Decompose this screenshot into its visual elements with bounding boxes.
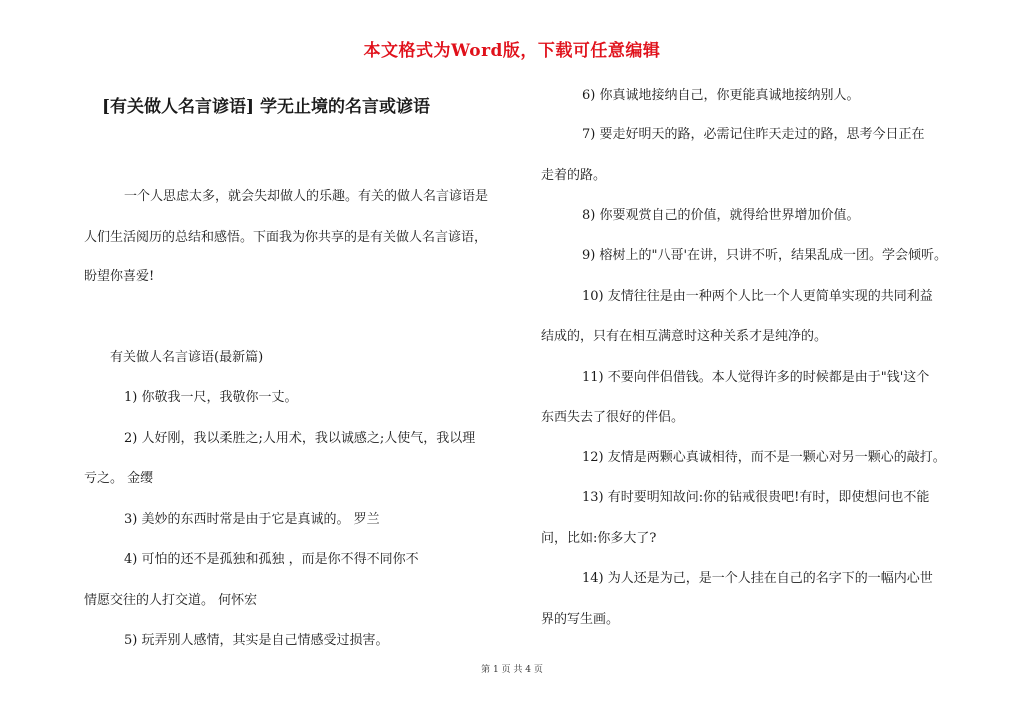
list-item: 10) 友情往往是由一种两个人比一个人更简单实现的共同利益 — [582, 289, 933, 304]
document-title: [有关做人名言谚语] 学无止境的名言或谚语 — [102, 97, 431, 117]
section-heading: 有关做人名言谚语(最新篇) — [110, 350, 264, 365]
paragraph-line: 一个人思虑太多，就会失却做人的乐趣。有关的做人名言谚语是 — [124, 189, 489, 204]
list-item: 11) 不要向伴侣借钱。本人觉得许多的时候都是由于"钱'这个 — [582, 370, 930, 385]
list-item: 1) 你敬我一尺，我敬你一丈。 — [124, 390, 298, 405]
list-item: 4) 可怕的还不是孤独和孤独 ，而是你不得不同你不 — [124, 552, 419, 567]
list-item-continuation: 问，比如:你多大了? — [541, 531, 657, 546]
list-item-continuation: 界的写生画。 — [541, 612, 620, 627]
list-item: 13) 有时要明知故问:你的钻戒很贵吧!有时，即使想问也不能 — [582, 490, 930, 505]
list-item: 5) 玩弄别人感情，其实是自己情感受过损害。 — [124, 633, 389, 648]
paragraph-line: 盼望你喜爱! — [84, 269, 155, 284]
list-item: 12) 友情是两颗心真诚相待，而不是一颗心对另一颗心的敲打。 — [582, 450, 946, 465]
list-item-continuation: 东西失去了很好的伴侣。 — [541, 410, 685, 425]
paragraph-line: 人们生活阅历的总结和感悟。下面我为你共享的是有关做人名言谚语， — [84, 230, 488, 245]
list-item: 14) 为人还是为己，是一个人挂在自己的名字下的一幅内心世 — [582, 571, 933, 586]
list-item: 7) 要走好明天的路，必需记住昨天走过的路，思考今日正在 — [582, 127, 925, 142]
list-item: 3) 美妙的东西时常是由于它是真诚的。 罗兰 — [124, 512, 380, 527]
list-item: 8) 你要观赏自己的价值，就得给世界增加价值。 — [582, 208, 860, 223]
list-item: 6) 你真诚地接纳自己，你更能真诚地接纳别人。 — [582, 88, 860, 103]
list-item-continuation: 亏之。 金缨 — [84, 471, 154, 486]
list-item: 2) 人好刚，我以柔胜之;人用术，我以诚感之;人使气，我以理 — [124, 431, 476, 446]
list-item-continuation: 情愿交往的人打交道。 何怀宏 — [84, 593, 258, 608]
list-item: 9) 榕树上的"八哥'在讲，只讲不听，结果乱成一团。学会倾听。 — [582, 248, 948, 263]
page-number: 第 1 页 共 4 页 — [481, 665, 543, 675]
document-banner: 本文格式为Word版，下载可任意编辑 — [363, 41, 661, 61]
list-item-continuation: 结成的，只有在相互满意时这种关系才是纯净的。 — [541, 329, 828, 344]
list-item-continuation: 走着的路。 — [541, 168, 607, 183]
